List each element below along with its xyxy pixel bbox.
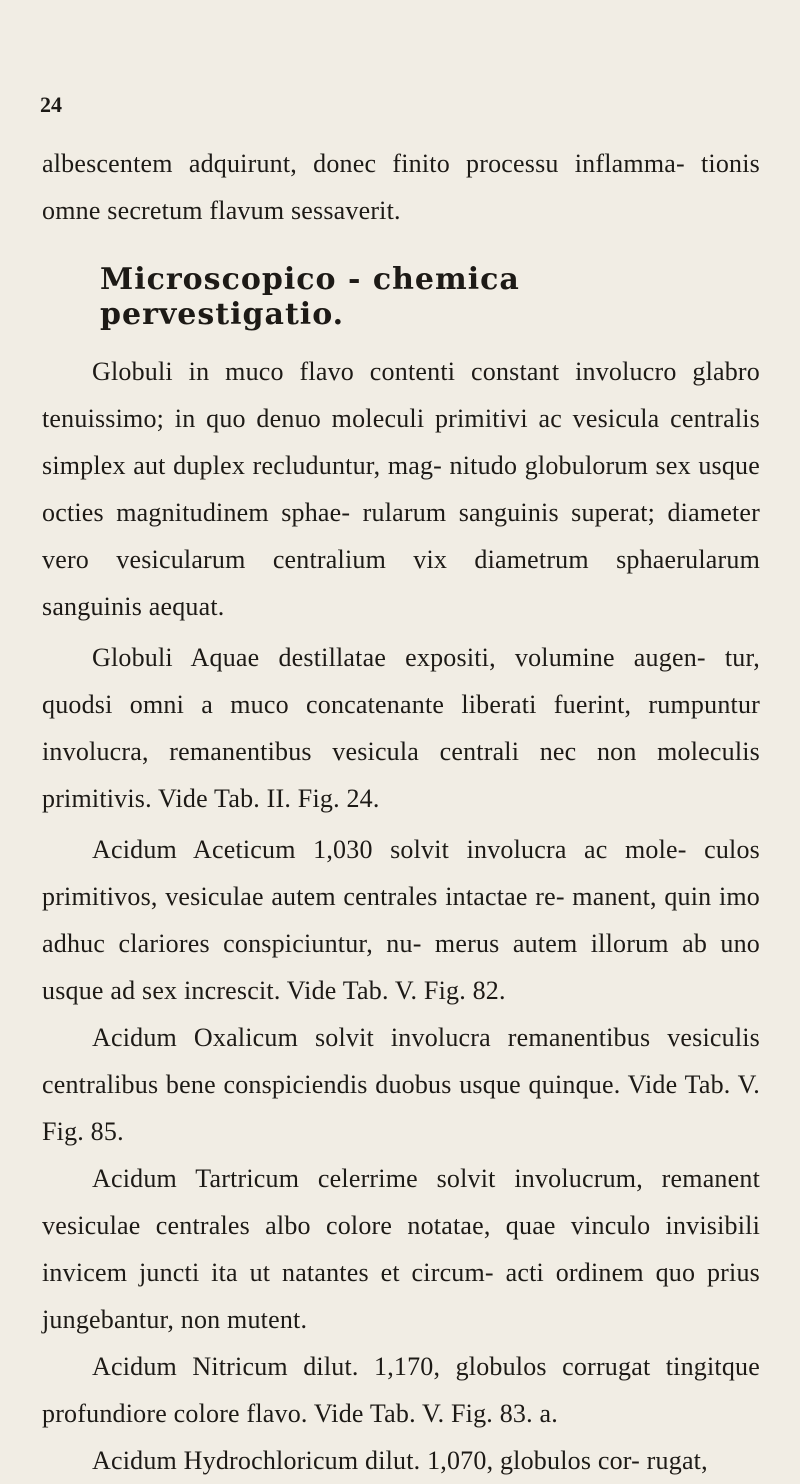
page-number: 24	[40, 92, 62, 117]
paragraph-globuli: Globuli in muco flavo contenti constant involucro glabro tenuissimo; in quo denuo moleculi primitivi ac vesicula centralis simplex aut duplex recluduntur, mag- nitudo globulorum sex usque octies magnitudinem sphae- rularum sanguinis superat; diameter vero vesicularum centralium vix diametrum sphaerularum sanguinis aequat.	[42, 357, 760, 621]
paragraph-oxalicum: Acidum Oxalicum solvit involucra remanentibus vesiculis centralibus bene conspiciendis duobus usque quinque. Vide Tab. V. Fig. 85.	[42, 1023, 760, 1146]
paragraph-aceticum: Acidum Aceticum 1,030 solvit involucra ac mole- culos primitivos, vesiculae autem centrales intactae re- manent, quin imo adhuc clariores conspiciuntur, nu- merus autem illorum ab uno usque ad sex increscit. Vide Tab. V. Fig. 82.	[42, 835, 760, 1005]
paragraph-aqua: Globuli Aquae destillatae expositi, volumine augen- tur, quodsi omni a muco concatenante liberati fuerint, rumpuntur involucra, remanentibus vesicula centrali nec non moleculis primitivis. Vide Tab. II. Fig. 24.	[42, 643, 760, 813]
intro-paragraph: albescentem adquirunt, donec finito processu inflamma- tionis omne secretum flavum sessaverit.	[42, 149, 760, 225]
paragraph-tartricum: Acidum Tartricum celerrime solvit involucrum, remanent vesiculae centrales albo colore notatae, quae vinculo invisibili invicem juncti ita ut natantes et circum- acti ordinem quo prius jungebantur, non mutent.	[42, 1164, 760, 1334]
paragraph-hydrochloricum: Acidum Hydrochloricum dilut. 1,070, globulos cor- rugat,	[92, 1446, 708, 1475]
paragraph-nitricum: Acidum Nitricum dilut. 1,170, globulos corrugat tingitque profundiore colore flavo. Vide Tab. V. Fig. 83. a.	[42, 1352, 760, 1428]
section-title: Microscopico - chemica pervestigatio.	[100, 262, 520, 332]
